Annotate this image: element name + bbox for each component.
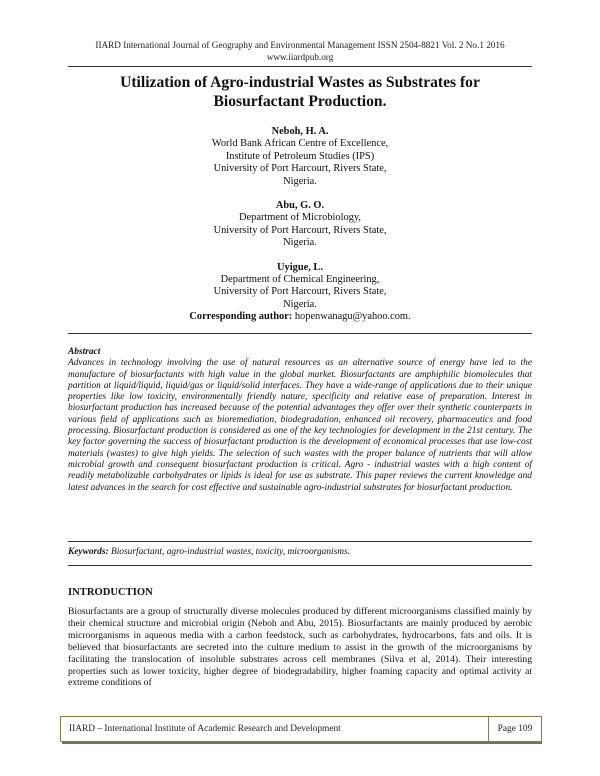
journal-header [0, 39, 600, 63]
affiliation-line: Department of Microbiology, [239, 212, 361, 224]
abstract-label: Abstract [68, 347, 101, 357]
author-name: Uyigue, L. [277, 261, 323, 273]
affiliation-line: Nigeria. [283, 237, 317, 249]
introduction-text: Biosurfactants are a group of structurally diverse molecules produced by different microorganisms classified mainly by their chemical structure and microbial origin (Neboh and Abu, 2015). Biosurfactants are mainly produced by aerobic microorganisms in aqueous media with a carbon feedstock, such as carbohydrates, hydrocarbons, fats and oils. It is believed that biosurfactants are secreted into the culture medium to assist in the growth of the microorganisms by facilitating the translocation of insoluble substrates across cell membranes (Silva et al, 2014). Their interesting properties such as lower toxicity, higher degree of biodegradability, higher foaming capacity and optimal activity at extreme conditions of [68, 606, 532, 689]
author-1 [100, 126, 500, 188]
author-name: Neboh, H. A. [271, 126, 329, 137]
title-line-1: Utilization of Agro-industrial Wastes as Substrates for [120, 74, 480, 91]
journal-line: IIARD International Journal of Geography and Environmental Management ISSN 2504-8821 Vol. 2 No.1 2016 [95, 40, 505, 50]
affiliation-line: Institute of Petroleum Studies (IPS) [225, 150, 375, 162]
paper-title [60, 73, 540, 111]
affiliation-line: Nigeria. [283, 298, 317, 310]
affiliation-line: University of Port Harcourt, Rivers State, [213, 224, 387, 236]
abstract-bottom-divider [68, 541, 532, 542]
corresponding-email: hopenwanagu@yahoo.com. [294, 311, 411, 323]
section-heading: INTRODUCTION [68, 587, 153, 598]
author-2 [100, 200, 500, 250]
header-divider [68, 66, 532, 67]
affiliation-line: Nigeria. [283, 175, 317, 187]
corresponding-label: Corresponding author: [189, 311, 293, 323]
affiliation-line: University of Port Harcourt, Rivers State, [213, 163, 387, 175]
journal-website: www.iiardpub.org [266, 52, 334, 62]
keywords [68, 546, 532, 558]
affiliation-line: Department of Chemical Engineering, [220, 274, 380, 286]
keywords-text: Biosurfactant, agro-industrial wastes, toxicity, microorganisms. [110, 547, 351, 557]
corresponding-author [100, 311, 500, 323]
affiliation-line: University of Port Harcourt, Rivers State, [213, 286, 387, 298]
author-3 [100, 262, 500, 312]
page-footer [60, 716, 542, 742]
author-name: Abu, G. O. [275, 200, 325, 212]
author-block [100, 126, 500, 324]
affiliation-line: World Bank African Centre of Excellence, [211, 138, 389, 150]
page-number: Page 109 [497, 724, 533, 734]
footer-organization: IIARD – International Institute of Academic Research and Development [61, 717, 489, 741]
abstract-text: Advances in technology involving the use of natural resources as an alternative source of energy have led to the manufacture of biosurfactants with high value in the global market. Biosurfactants are amphiphilic biomolecules that partition at liquid/liquid, liquid/gas or liquid/solid interfaces. They have a wide-range of applications due to their unique properties like low toxicity, environmentally friendly nature, specificity and relative ease of preparation. Interest in biosurfactant production has increased because of the potential advantages they offer over their synthetic counterparts in various field of applications such as bioremediation, biodegradation, enhanced oil recovery, pharmaceutics and food processing. Biosurfactant production is considered as one of the key technologies for development in the 21st century. The key factor governing the success of biosurfactant production is the development of economical processes that use low-cost materials (wastes) to give high yields. The selection of such wastes with the proper balance of nutrients that will allow microbial growth and consequent biosurfactant production is critical. Agro - industrial wastes with a high content of readily metabolizable carbohydrates or lipids is ideal for use as substrate. This paper reviews the current knowledge and latest advances in the search for cost effective and sustainable agro-industrial substrates for biosurfactant production. [68, 358, 532, 493]
abstract-top-divider [68, 333, 532, 334]
keywords-label: Keywords: [68, 547, 109, 557]
title-line-2: Biosurfactant Production. [213, 93, 387, 110]
abstract [68, 347, 532, 494]
keywords-divider [68, 565, 532, 566]
